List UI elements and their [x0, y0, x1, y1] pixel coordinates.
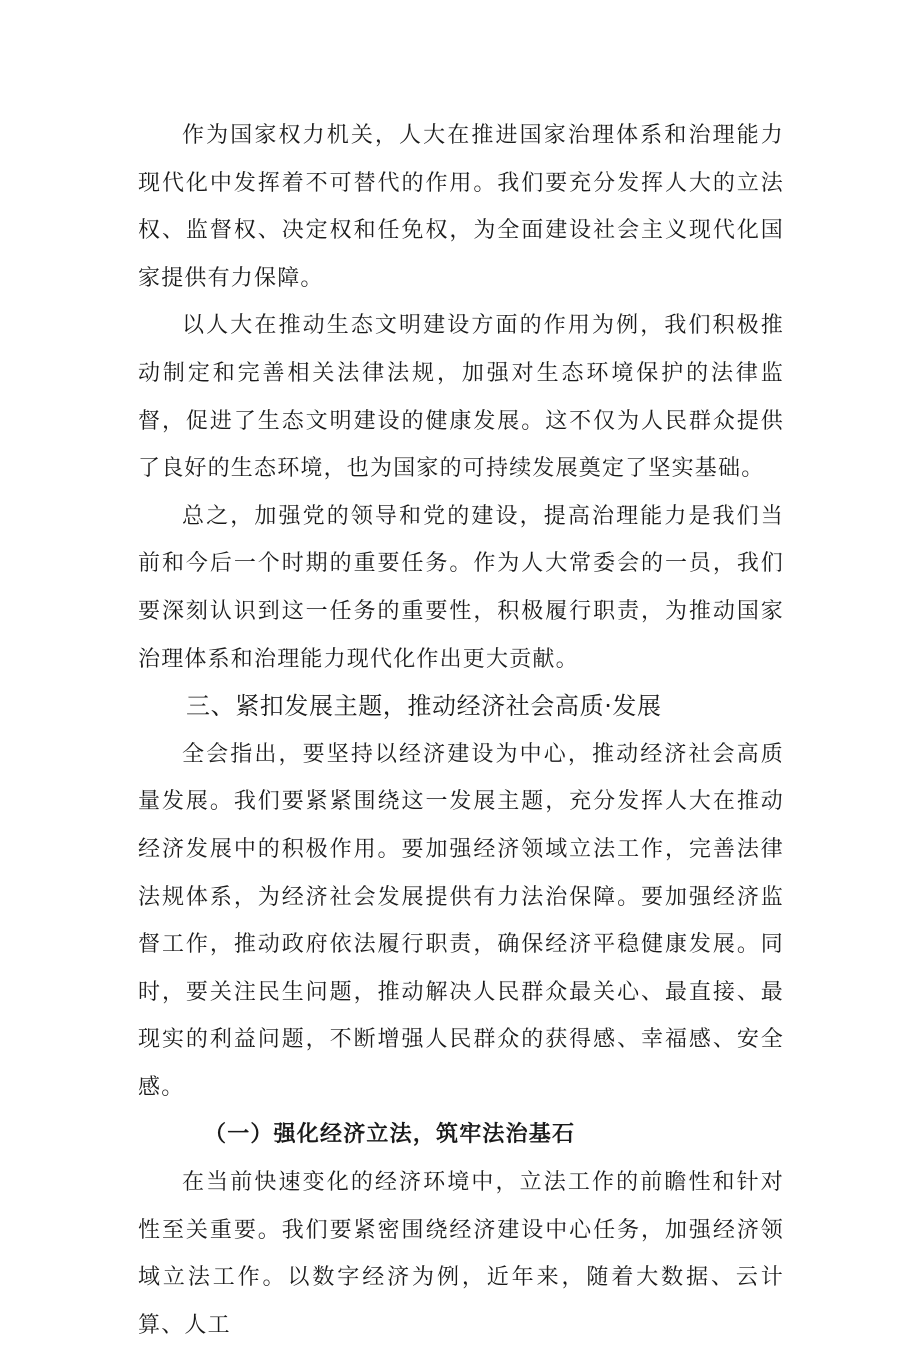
subsection-heading: （一）强化经济立法，筑牢法治基石: [204, 1121, 576, 1148]
paragraph-3: 总之，加强党的领导和党的建设，提高治理能力是我们当前和今后一个时期的重要任务。作为人大常委会的一员，我们要深刻认识到这一任务的重要性，积极履行职责，为推动国家治理体系和治理能力现代化作出更大贡献。: [138, 503, 784, 672]
document-page: [138, 112, 784, 1349]
section-paragraph: 全会指出，要坚持以经济建设为中心，推动经济社会高质量发展。我们要紧紧围绕这一发展主题，充分发挥人大在推动经济发展中的积极作用。要加强经济领域立法工作，完善法律法规体系，为经济社会发展提供有力法治保障。要加强经济监督工作，推动政府依法履行职责，确保经济平稳健康发展。同时，要关注民生问题，推动解决人民群众最关心、最直接、最现实的利益问题，不断增强人民群众的获得感、幸福感、安全感。: [138, 741, 784, 1100]
subsection-paragraph: 在当前快速变化的经济环境中，立法工作的前瞻性和针对性至关重要。我们要紧密围绕经济建设中心任务，加强经济领域立法工作。以数字经济为例，近年来，随着大数据、云计算、人工: [138, 1170, 784, 1338]
paragraph-2: 以人大在推动生态文明建设方面的作用为例，我们积极推动制定和完善相关法律法规，加强对生态环境保护的法律监督，促进了生态文明建设的健康发展。这不仅为人民群众提供了良好的生态环境，也为国家的可持续发展奠定了坚实基础。: [138, 313, 784, 482]
section-heading: 三、紧扣发展主题，推动经济社会高质·发展: [186, 692, 662, 721]
paragraph-1: 作为国家权力机关，人大在推进国家治理体系和治理能力现代化中发挥着不可替代的作用。我们要充分发挥人大的立法权、监督权、决定权和任免权，为全面建设社会主义现代化国家提供有力保障。: [138, 123, 784, 291]
